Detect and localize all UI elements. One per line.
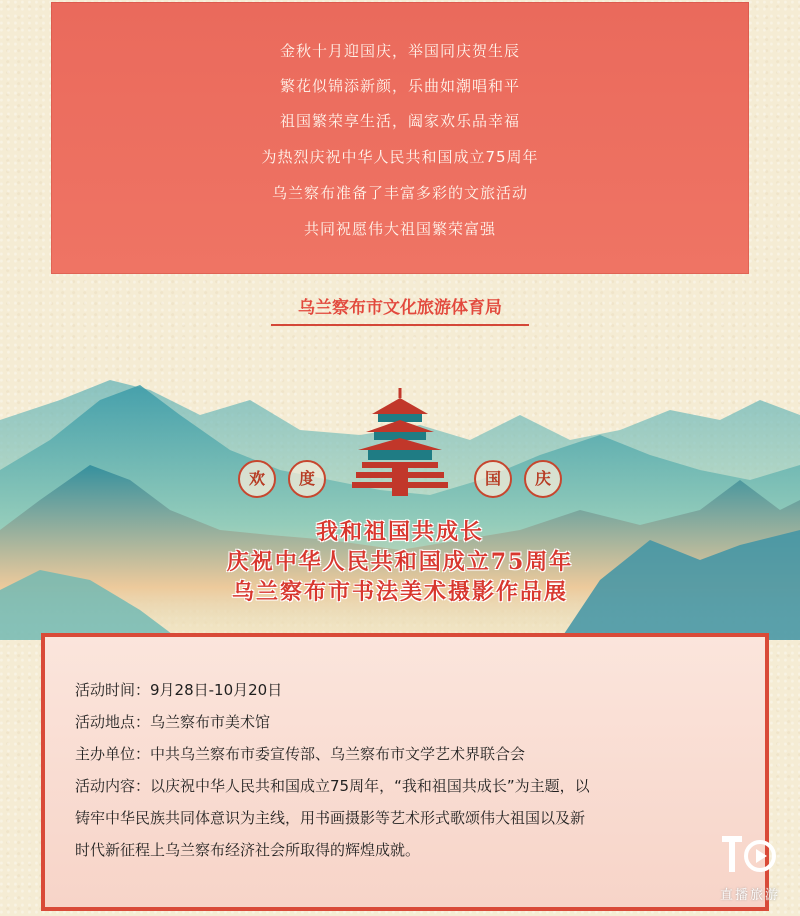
event-content-line-2: 铸牢中华民族共同体意识为主线，用书画摄影等艺术形式歌颂伟大祖国以及新 bbox=[75, 809, 586, 827]
festival-banner bbox=[0, 458, 800, 498]
poem-line-2: 繁花似锦添新颜，乐曲如潮唱和平 bbox=[279, 77, 520, 95]
tv-logo-icon bbox=[720, 832, 780, 878]
poem-line-4: 为热烈庆祝中华人民共和国成立75周年 bbox=[261, 148, 539, 166]
event-time: 活动时间：9月28日-10月20日 bbox=[75, 681, 283, 699]
exhibition-title-line-1: 我和祖国共成长 bbox=[315, 519, 484, 545]
event-info-card bbox=[41, 633, 769, 911]
festival-char-3: 国 bbox=[474, 460, 512, 498]
event-location: 活动地点：乌兰察布市美术馆 bbox=[75, 713, 271, 731]
event-content-line-3: 时代新征程上乌兰察布经济社会所取得的辉煌成就。 bbox=[75, 841, 421, 859]
poem-line-6: 共同祝愿伟大祖国繁荣富强 bbox=[303, 220, 496, 238]
watermark-text: 直播旅游 bbox=[719, 888, 780, 903]
festival-char-1: 欢 bbox=[238, 460, 276, 498]
festival-char-4: 庆 bbox=[524, 460, 562, 498]
poem-panel bbox=[51, 2, 749, 274]
exhibition-title-line-2: 庆祝中华人民共和国成立75周年 bbox=[226, 549, 574, 575]
festival-char-2: 度 bbox=[288, 460, 326, 498]
watermark-logo bbox=[714, 832, 786, 910]
poem-line-5: 乌兰察布准备了丰富多彩的文旅活动 bbox=[271, 184, 528, 202]
exhibition-title-line-3: 乌兰察布市书法美术摄影作品展 bbox=[231, 579, 568, 605]
event-content-line-1: 活动内容：以庆祝中华人民共和国成立75周年，“我和祖国共成长”为主题，以 bbox=[75, 777, 590, 795]
poem-line-3: 祖国繁荣享生活，阖家欢乐品幸福 bbox=[279, 112, 520, 130]
poem-line-1: 金秋十月迎国庆，举国同庆贺生辰 bbox=[279, 42, 520, 60]
organizer-banner: 乌兰察布市文化旅游体育局 bbox=[271, 290, 529, 326]
event-organizer: 主办单位：中共乌兰察布市委宣传部、乌兰察布市文学艺术界联合会 bbox=[75, 745, 526, 763]
